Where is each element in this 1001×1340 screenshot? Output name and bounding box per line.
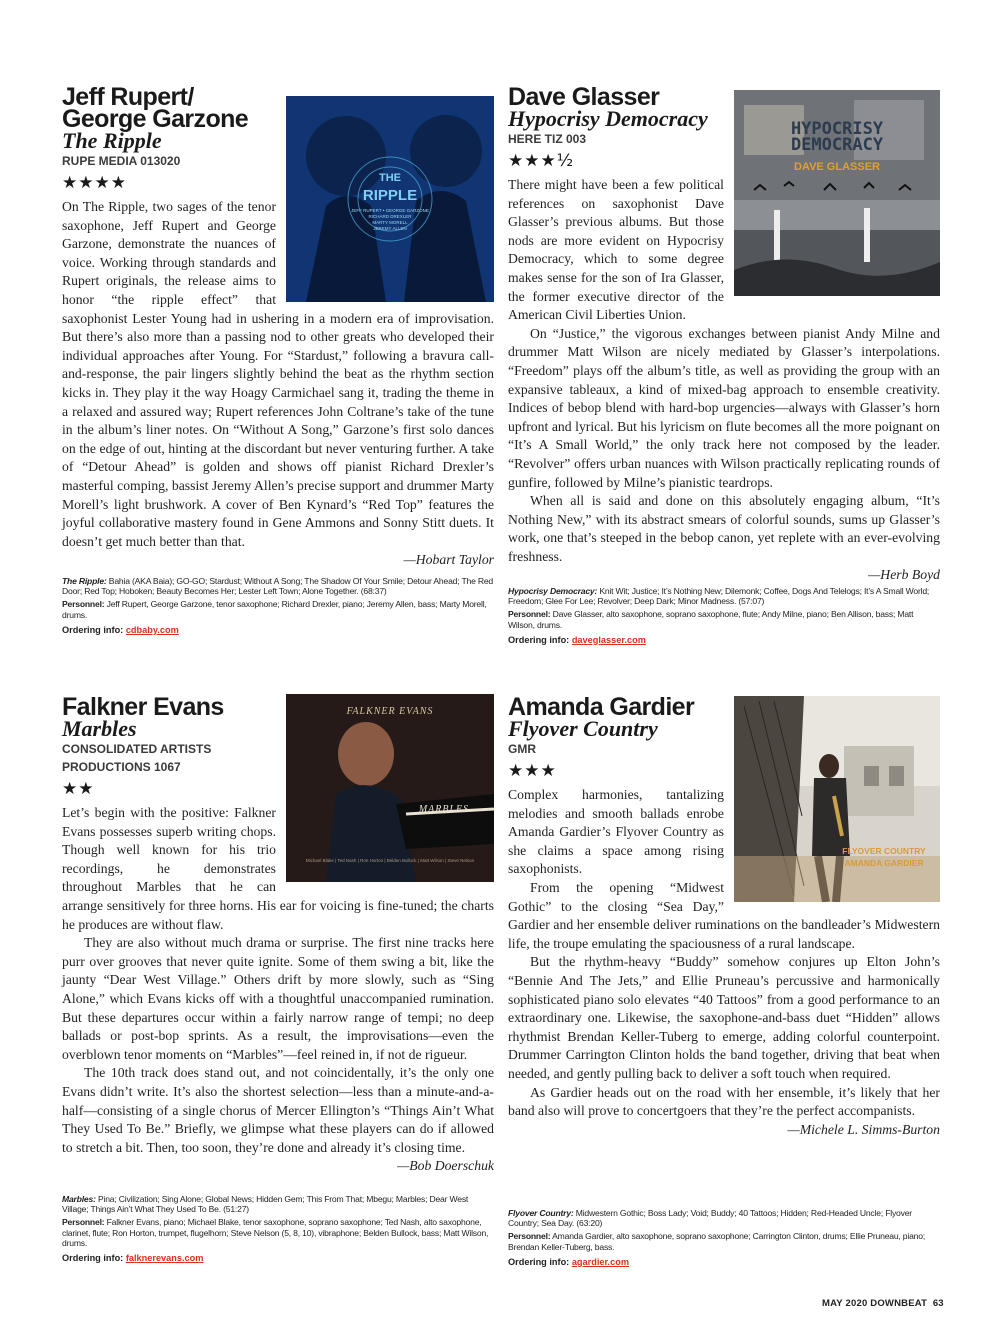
ordering-link[interactable]: agardier.com — [571, 1256, 630, 1267]
album-cover-marbles — [286, 694, 494, 882]
review-album: Marbles — [62, 716, 137, 741]
review-label: CONSOLIDATED ARTISTS PRODUCTIONS 1067 — [62, 742, 212, 774]
review-signature: —Herb Boyd — [868, 567, 940, 583]
track-list: Hypocrisy Democracy: Knit Wit; Justice; It’s Nothing New; Dilemonk; Coffee, Dogs And Telelogs; It’s A Small World; Freedom; Glee For Lee; Revolver; Deep Dark; Minor Madness. (57:07) — [508, 586, 930, 607]
review-amanda-gardier — [508, 693, 940, 1267]
review-paragraph: But the rhythm-heavy “Buddy” somehow conjures up Elton John’s “Bennie And The Jets,” and Ellie Pruneau’s percussive and harmonically sophisticated piano solo elevates “40 Tattoos” from a good performance to an extraordinary one. Likewise, the saxophone-and-bass duet “Hidden” allows rhythmist Brendan Keller-Tuberg to emerge, adding colorful counterpoint. Drummer Carrington Clinton holds the band together, driving that beat when needed, and gently pulling back to deliver a soft touch when required. — [508, 954, 940, 1081]
review-paragraph: When all is said and done on this absolutely engaging album, “It’s Nothing New,” with its abstract smears of colorful sounds, sums up Glasser’s work, one that’s steeped in the bebop canon, yet replete with an ever-evolving freshness. — [508, 493, 940, 564]
page-number: 63 — [932, 1298, 944, 1309]
cover-title: HYPOCRISY — [790, 119, 884, 139]
review-paragraph: On The Ripple, two sages of the tenor saxophone, Jeff Rupert and George Garzone, demonstrate the nuances of voice. Working through standards and Rupert originals, the release aims to honor “the ripple effect” that saxophonist Lester Young had in ushering in a modern era of improvisation. But there’s also more than a passing nod to other greats who developed their individual approaches after Young. For “Stardust,” following a bravura call-and-response, the pair lingers slightly behind the beat as the rhythm section kicks in. They play it the way Hoagy Carmichael sang it, trading the theme in a relaxed and assured way; Rupert references John Coltrane’s take of the tune in the album’s liner notes. On “Without A Song,” Garzone’s first solo dances on the edge of out, hinting at the discordant but never venturing further. A take of “Detour Ahead” is golden and shows off pianist Richard Drexler’s masterful comping, bassist Jeremy Allen’s precise support and drummer Marty Morell’s light brushwork. A cover of Ben Kynard’s “Red Top” features the joyful collaborative mastery found in Gene Ammons and Sonny Stitt duets. It doesn’t get much better than that. — [62, 199, 494, 549]
svg-text:MARBLES: MARBLES — [418, 804, 470, 815]
review-credits — [62, 576, 494, 635]
review-paragraph: Let’s begin with the positive: Falkner Evans possesses superb writing chops. Though well known for his trio recordings, he demonstrates throughout Marbles that he can arrange sensitively for three horns. His ear for voicing is fine-tuned; the charts he produces are without flaw. — [62, 805, 494, 932]
review-artist: Jeff Rupert/ George Garzone — [62, 83, 249, 133]
review-paragraph: Complex harmonies, tantalizing melodies and smooth ballads enrobe Amanda Gardier’s Flyover Country as she claims a space among rising saxophonists. — [508, 787, 724, 877]
footer-issue: MAY 2020 DOWNBEAT — [822, 1298, 928, 1309]
review-artist: Falkner Evans — [62, 693, 224, 721]
review-album: Flyover Country — [508, 716, 658, 741]
review-label: RUPE MEDIA 013020 — [62, 154, 181, 168]
personnel-list: Personnel: Amanda Gardier, alto saxophone, soprano saxophone; Carrington Clinton, drums; Ellie Pruneau, piano; Brendan Keller-Tuberg, bass. — [508, 1231, 926, 1252]
review-signature: —Bob Doerschuk — [397, 1158, 494, 1174]
personnel-list: Personnel: Jeff Rupert, George Garzone, tenor saxophone; Richard Drexler, piano; Jeremy Allen, bass; Marty Morell, drums. — [62, 599, 487, 620]
review-label: GMR — [508, 742, 536, 756]
cover-title-the: THE — [379, 172, 401, 184]
svg-text:MARTY MORELL: MARTY MORELL — [372, 220, 408, 225]
review-body — [62, 172, 494, 590]
svg-text:Michael Blake | Ted Nash | Ron: Michael Blake | Ted Nash | Ron Horton | Belden Bullock | Matt Wilson | Steve Nelson — [305, 858, 475, 863]
svg-text:RICHARD DREXLER: RICHARD DREXLER — [368, 214, 412, 219]
ordering-link[interactable]: cdbaby.com — [125, 624, 179, 635]
track-list: Flyover Country: Midwestern Gothic; Boss Lady; Void; Buddy; 40 Tattoos; Hidden; Red-Headed Uncle; Flyover Country; Sea Day. (63:20) — [508, 1208, 912, 1229]
track-list: The Ripple: Bahia (AKA Baia); GO-GO; Stardust; Without A Song; The Shadow Of Your Smile; Detour Ahead; The Red Door; Red Top; Hoboken; Beauty Becomes Her; Lester Left Town; Alone Together. (68:37) — [62, 576, 494, 597]
star-rating: ★★★★ — [62, 173, 127, 193]
review-credits — [508, 1208, 940, 1267]
review-artist: Dave Glasser — [508, 83, 660, 111]
review-rupert-garzone — [62, 83, 494, 635]
star-rating: ★★ — [62, 779, 95, 799]
review-credits — [508, 586, 940, 645]
ordering-link[interactable]: falknerevans.com — [125, 1253, 204, 1264]
page-footer — [822, 1298, 944, 1309]
svg-text:AMANDA GARDIER: AMANDA GARDIER — [844, 858, 924, 868]
ordering-link[interactable]: daveglasser.com — [571, 634, 646, 645]
review-album: Hypocrisy Democracy — [508, 106, 708, 131]
svg-text:JEREMY ALLEN: JEREMY ALLEN — [373, 226, 407, 231]
svg-text:DAVE GLASSER: DAVE GLASSER — [794, 161, 880, 173]
star-rating: ★★★½ — [508, 151, 575, 171]
svg-text:JEFF RUPERT • GEORGE GARZONE: JEFF RUPERT • GEORGE GARZONE — [351, 208, 429, 213]
personnel-list: Personnel: Dave Glasser, alto saxophone, soprano saxophone, flute; Andy Milne, piano; Ben Allison, bass; Matt Wilson, drums. — [508, 609, 914, 630]
review-artist: Amanda Gardier — [508, 693, 695, 721]
ordering-info: Ordering info: agardier.com — [508, 1256, 630, 1267]
album-cover-flyover-country — [734, 696, 940, 902]
review-body — [508, 786, 940, 1186]
review-paragraph: There might have been a few political references on saxophonist Dave Glasser’s previous albums. But those nods are more evident on Hypocrisy Democracy, which to some degree makes sense for the son of Ira Glasser, the former executive director of the American Civil Liberties Union. — [508, 177, 724, 323]
review-signature: —Michele L. Simms-Burton — [787, 1121, 940, 1137]
svg-text:DEMOCRACY: DEMOCRACY — [790, 135, 884, 155]
star-rating: ★★★ — [508, 761, 557, 781]
track-list: Marbles: Pina; Civilization; Sing Alone; Global News; Hidden Gem; This From That; Mbegu; Marbles; Dear West Village; Things Ain’t What They Used To Be. (51:27) — [62, 1194, 469, 1215]
cover-title: FLYOVER COUNTRY — [842, 846, 926, 856]
ordering-info: Ordering info: cdbaby.com — [62, 624, 179, 635]
album-cover-the-ripple — [286, 96, 494, 302]
review-album: The Ripple — [62, 128, 162, 153]
review-paragraph: The 10th track does stand out, and not coincidentally, it’s the only one Evans didn’t write. It’s also the shortest selection—less than a minute-and-a-half—consisting of a single chorus of Mercer Ellington’s “Things Ain’t What They Used To Be.” Briefly, we glimpse what these players can do if allowed to stretch a bit. Then, too soon, they’re done and already it’s closing time. — [62, 1065, 494, 1155]
review-paragraph: They are also without much drama or surprise. The first nine tracks here purr over grooves that never quite ignite. Some of them swing a bit, like the jaunty “Dear West Village.” Others drift by more slowly, such as “Sing Alone,” which Evans kicks off with a thoughtful unaccompanied rumination. But these departures occur within a fairly narrow range of tempi; no deep ballads or post-bop sprints. As a result, the improvisations—even the overblown tenor moments on “Marbles”—feel reined in, if not de rigueur. — [62, 935, 494, 1062]
cover-title: FALKNER EVANS — [346, 706, 434, 717]
ordering-info: Ordering info: daveglasser.com — [508, 634, 646, 645]
review-paragraph: From the opening “Midwest Gothic” to the closing “Sea Day,” Gardier and her ensemble deliver ruminations on the bandleader’s Midwestern life, the troupe emulating the spaciousness of a rural landscape. — [508, 879, 940, 951]
personnel-list: Personnel: Falkner Evans, piano; Michael Blake, tenor saxophone, soprano saxophone; Ted Nash, alto saxophone, clarinet, flute; Ron Horton, trumpet, flugelhorn; Steve Nelson (5, 8, 10), vibraphone; Belden Bullock, bass; Matt Wilson, drums. — [62, 1217, 489, 1248]
ordering-info: Ordering info: falknerevans.com — [62, 1253, 204, 1264]
cover-title: RIPPLE — [362, 187, 418, 204]
review-dave-glasser — [508, 83, 940, 645]
review-signature: —Hobart Taylor — [403, 552, 494, 568]
review-credits — [62, 1194, 494, 1263]
review-label: HERE TIZ 003 — [508, 132, 587, 146]
review-paragraph: On “Justice,” the vigorous exchanges between pianist Andy Milne and drummer Matt Wilson are nicely mediated by Glasser’s interpolations. “Freedom” plays off the album’s title, as well as providing the group with an expansive tableaux, a kind of mixed-bag approach to ensemble creativity. Indices of bebop blend with hard-bop urgencies—always with Glasser’s horn upfront and lyrical. But his lyricism on flute becomes all the more poignant on “It’s A Small World,” the only track here not composed by the leader. “Revolver” offers urban nuances with Wilson practically replicating rounds of gunfire, followed by Milne’s pianistic teardrops. — [508, 325, 940, 490]
review-paragraph: As Gardier heads out on the road with her ensemble, it’s likely that her band also will prove to concertgoers that they’re the perfect accompanists. — [508, 1084, 940, 1119]
review-falkner-evans — [62, 693, 494, 1264]
album-cover-hypocrisy-democracy — [734, 90, 940, 296]
